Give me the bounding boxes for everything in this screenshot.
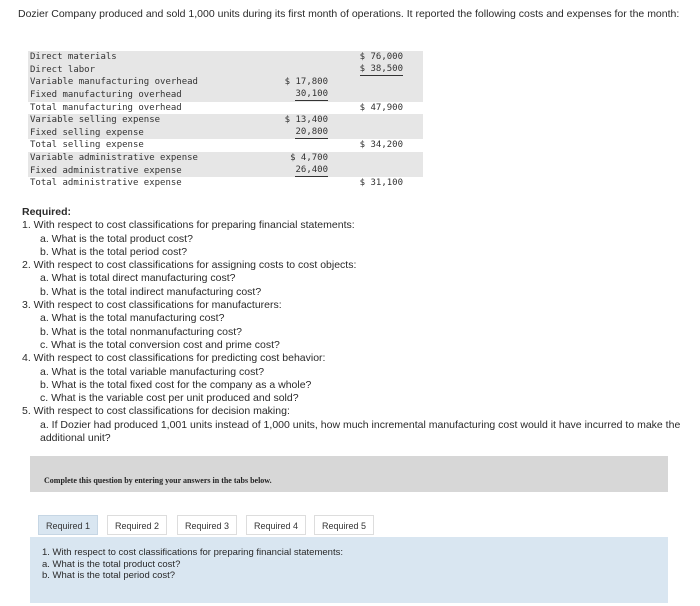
question-subitem: b. What is the total period cost?: [40, 245, 188, 258]
tab-content-title: 1. With respect to cost classifications for preparing financial statements:: [42, 547, 343, 558]
question-subitem: b. What is the total fixed cost for the company as a whole?: [40, 378, 312, 391]
cost-label: Variable administrative expense: [30, 153, 198, 164]
question-subitem: a. What is the total variable manufacturing cost?: [40, 365, 265, 378]
tab-content-line: a. What is the total product cost?: [42, 558, 181, 570]
tab-required-1[interactable]: Required 1: [38, 515, 98, 535]
question-subitem: c. What is the total conversion cost and prime cost?: [40, 338, 280, 351]
question-item: 3. With respect to cost classifications for manufacturers:: [22, 299, 282, 312]
cost-total-value: $ 31,100: [359, 178, 403, 189]
tab-required-4[interactable]: Required 4: [246, 515, 306, 535]
cost-label: Fixed selling expense: [30, 127, 144, 138]
tab-content-body: [42, 547, 343, 582]
cost-label: Fixed administrative expense: [30, 165, 182, 176]
instruction-panel: [30, 456, 668, 492]
cost-table: [28, 51, 423, 190]
question-subitem: a. What is total direct manufacturing cost?: [40, 272, 236, 285]
cost-total-value: $ 38,500: [359, 63, 403, 74]
required-section: [14, 206, 690, 445]
cost-row: [28, 51, 423, 64]
tab-content-line: b. What is the total period cost?: [42, 570, 176, 581]
cost-total-value: $ 34,200: [359, 140, 403, 151]
question-subitem: b. What is the total nonmanufacturing cost?: [40, 325, 242, 338]
cost-row: [28, 152, 423, 165]
cost-subtotal-value: $ 4,700: [290, 153, 328, 164]
problem-intro: Dozier Company produced and sold 1,000 units during its first month of operations. It reported the following costs and expenses for the month:: [18, 8, 680, 20]
question-item: 2. With respect to cost classifications for assigning costs to cost objects:: [22, 259, 357, 272]
cost-row: [28, 139, 423, 152]
cost-total-value: $ 47,900: [359, 102, 403, 113]
cost-label: Total manufacturing overhead: [30, 102, 182, 113]
cost-label: Fixed manufacturing overhead: [30, 89, 182, 100]
tab-required-2[interactable]: Required 2: [107, 515, 167, 535]
required-heading: Required:: [22, 206, 72, 218]
cost-row: [28, 114, 423, 127]
question-item: 5. With respect to cost classifications for decision making:: [22, 405, 290, 418]
cost-label: Variable selling expense: [30, 115, 161, 126]
cost-row: [28, 76, 423, 89]
question-subitem: c. What is the variable cost per unit produced and sold?: [40, 392, 299, 405]
cost-row: [28, 102, 423, 115]
cost-total-value: $ 76,000: [359, 52, 403, 62]
cost-subtotal-value: $ 13,400: [284, 115, 328, 126]
cost-label: Variable manufacturing overhead: [30, 77, 198, 88]
cost-row: [28, 89, 423, 102]
cost-subtotal-value: $ 17,800: [284, 77, 328, 88]
cost-subtotal-value: 26,400: [295, 164, 328, 175]
question-subitem: a. If Dozier had produced 1,001 units instead of 1,000 units, how much incremental manufacturing cost would it have incurred to make the additional unit?: [40, 418, 681, 445]
tab-required-3[interactable]: Required 3: [177, 515, 237, 535]
cost-row: [28, 127, 423, 140]
cost-label: Direct materials: [30, 52, 117, 62]
question-item: 4. With respect to cost classifications for predicting cost behavior:: [22, 352, 326, 365]
cost-row: [28, 165, 423, 178]
cost-row: [28, 177, 423, 190]
question-item: 1. With respect to cost classifications for preparing financial statements:: [22, 219, 355, 232]
question-subitem: a. What is the total manufacturing cost?: [40, 312, 225, 325]
cost-subtotal-value: 20,800: [295, 126, 328, 137]
cost-label: Total administrative expense: [30, 178, 182, 189]
question-subitem: b. What is the total indirect manufacturing cost?: [40, 285, 262, 298]
cost-label: Direct labor: [30, 64, 96, 75]
tab-content-required-1: [30, 537, 668, 603]
cost-row: [28, 64, 423, 77]
cost-subtotal-value: 30,100: [295, 88, 328, 99]
tab-required-5[interactable]: Required 5: [314, 515, 374, 535]
question-subitem: a. What is the total product cost?: [40, 232, 193, 245]
instruction-note: Complete this question by entering your answers in the tabs below.: [44, 476, 272, 485]
cost-label: Total selling expense: [30, 140, 144, 151]
